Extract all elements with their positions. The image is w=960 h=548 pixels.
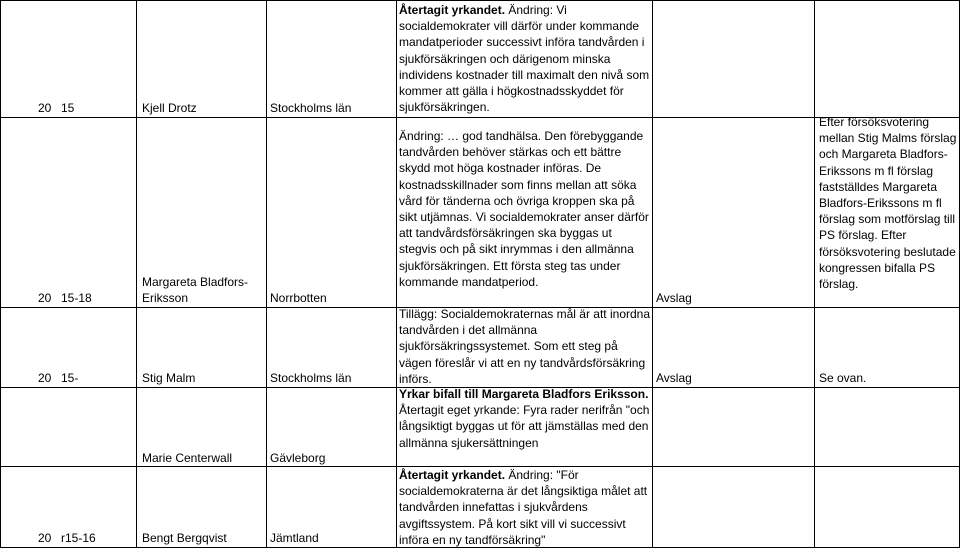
bold-prefix: Återtagit yrkandet. <box>399 3 506 17</box>
year-cell: 20 <box>38 291 52 305</box>
proposal-body: Ändring: "För socialdemokraterna är det långsiktiga målet att tandvården innefattas i sjukvårdens avgiftssystem. På kort sikt vill vi successivt införa en ny tandförsäkring" <box>399 468 648 547</box>
comment-cell: Efter försöksvotering mellan Stig Malms förslag och Margareta Bladfors-Erikssons m fl förslag fastställdes Margareta Bladfors-Erikssons m fl förslag som motförslag till PS förslag. Efter försöksvotering beslutade kongressen bifalla PS förslag. <box>819 115 957 292</box>
name-cell: Stig Malm <box>142 371 196 385</box>
name-cell: Eriksson <box>142 291 189 305</box>
region-cell: Stockholms län <box>270 101 352 115</box>
region-cell: Norrbotten <box>270 291 327 305</box>
region-cell: Stockholms län <box>270 371 352 385</box>
name-cell: Bengt Bergqvist <box>142 531 227 545</box>
period-cell: 15-18 <box>61 291 92 305</box>
bold-prefix: Återtagit yrkandet. <box>399 468 506 482</box>
period-cell: r15-16 <box>61 531 96 545</box>
proposal-text <box>399 386 651 451</box>
bold-prefix: Yrkar bifall till Margareta Bladfors Eriksson. <box>399 387 649 401</box>
period-cell: 15 <box>61 101 75 115</box>
proposal-text <box>399 467 651 548</box>
region-cell: Gävleborg <box>270 451 326 465</box>
year-cell: 20 <box>38 531 52 545</box>
name-cell: Margareta Bladfors- <box>142 275 249 289</box>
year-cell: 20 <box>38 101 52 115</box>
decision-cell: Avslag <box>656 291 692 305</box>
proposal-text <box>399 2 651 115</box>
name-cell: Kjell Drotz <box>142 101 197 115</box>
proposal-text: Ändring: … god tandhälsa. Den förebyggande tandvården behöver stärkas och ett bättre skydd mot höga kostnader införas. De kostnadsskillnader som finns mellan att söka vård för tänderna och övriga kroppen ska på sikt utjämnas. Vi socialdemokrater anser därför att tandvårdsförsäkringen ska byggas ut stegvis och på sikt inrymmas i den allmänna sjukförsäkringen. Ett första steg tas under kommande mandatperiod. <box>399 129 649 289</box>
proposal-body: Återtagit eget yrkande: Fyra rader nerifrån "och långsiktigt byggas ut för att jämställas med den allmänna sjukersättningen <box>399 403 650 450</box>
region-cell: Jämtland <box>270 531 319 545</box>
period-cell: 15- <box>61 371 79 385</box>
proposal-body: Ändring: Vi socialdemokrater vill därför under kommande mandatperioder successivt införa tandvården i sjukförsäkringen och därigenom minska individens kostnader till maximalt den nivå som kommer att gälla i högkostnadsskyddet för sjukförsäkringen. <box>399 3 650 115</box>
grid-line <box>0 0 960 1</box>
name-cell: Marie Centerwall <box>142 451 233 465</box>
grid-line <box>0 117 960 118</box>
comment-cell: Se ovan. <box>819 371 867 385</box>
proposal-text: Tillägg: Socialdemokraternas mål är att inordna tandvården i det allmänna sjukförsäkringssystemet. Som ett steg på vägen föreslår vi att en ny tandvårdsförsäkring införs. <box>399 307 651 386</box>
year-cell: 20 <box>38 371 52 385</box>
decision-cell: Avslag <box>656 371 692 385</box>
